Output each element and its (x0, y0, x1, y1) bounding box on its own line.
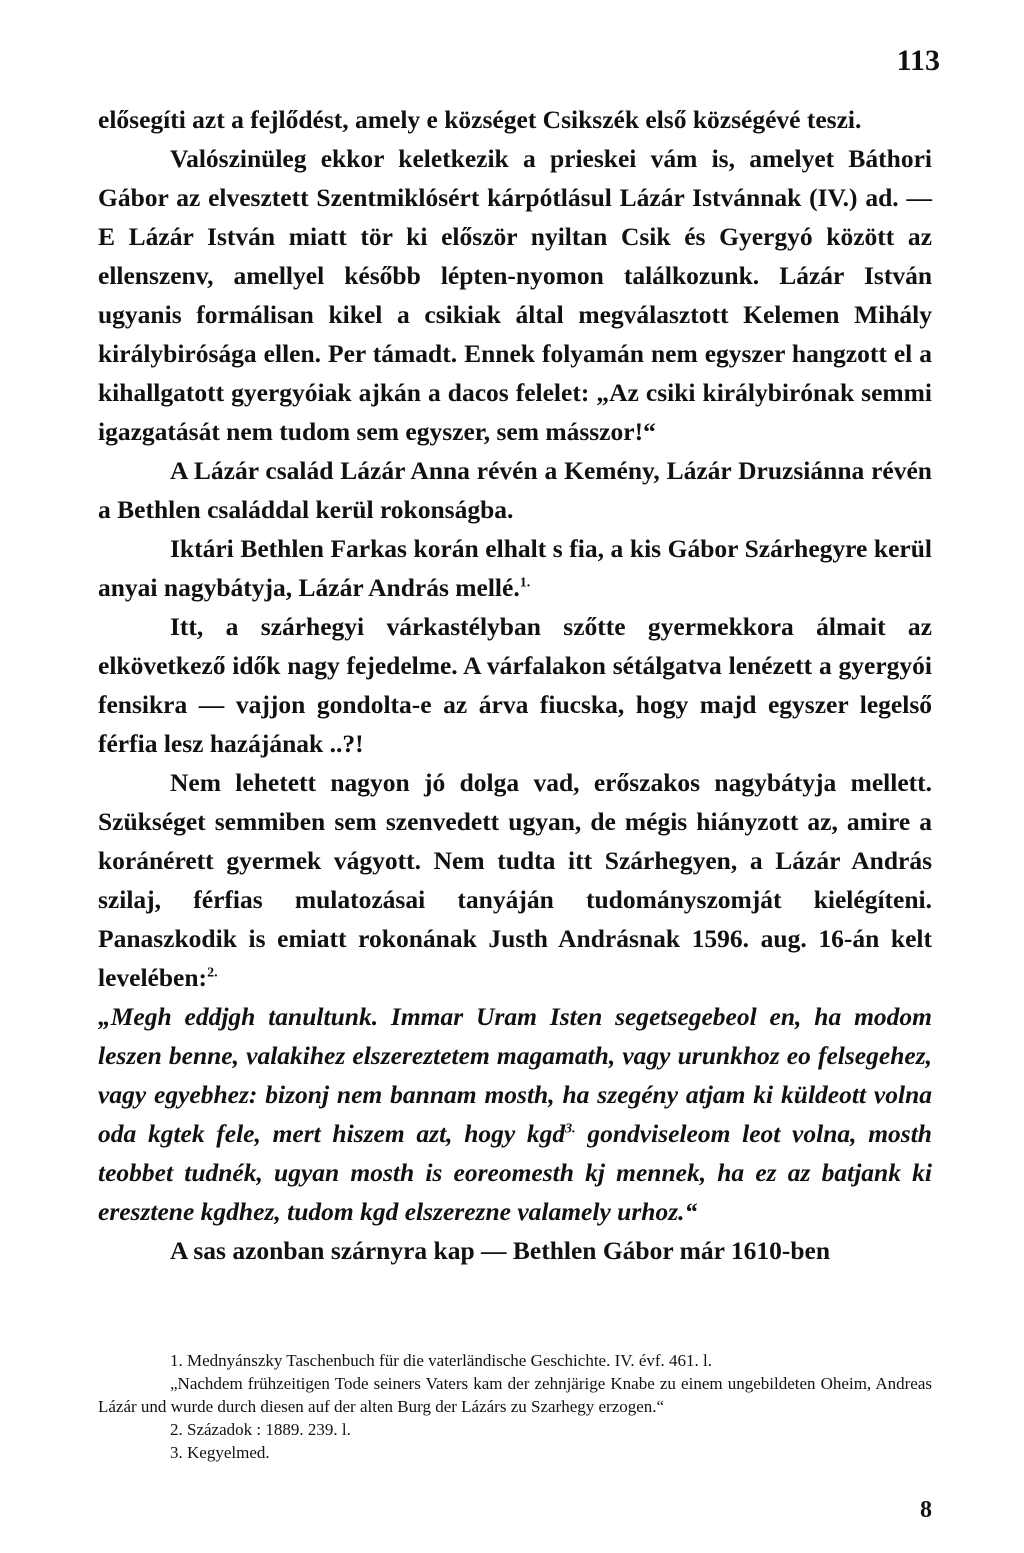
letter-quote-after: gondviseleom leot volna, mosth teobbet tudnék, ugyan mosth is eoreomesth kj mennek, ha ez az batjank ki eresztene kgdhez, tudom kgd elszerezne valamely urhoz.“ (98, 1119, 932, 1226)
paragraph-bethlen-farkas (98, 529, 932, 607)
letter-quote-before: „Megh eddjgh tanultunk. Immar Uram Isten segetsegebeol en, ha modom leszen benne, valakihez elszereztetem magamath, vagy urunkhoz eo felsegehez, vagy egyebhez: bizonj nem bannam mosth, ha szegény atjam ki küldeott volna oda kgtek fele, mert hiszem azt, hogy kgd (98, 1002, 932, 1148)
letter-quote (98, 997, 932, 1231)
footnote-divider (98, 1341, 932, 1342)
paragraph-continuation: elősegíti azt a fejlődést, amely e községet Csikszék első községévé teszi. (98, 105, 862, 134)
page-number: 113 (896, 44, 940, 77)
signature-mark: 8 (920, 1497, 932, 1523)
footnote-2: 2. Századok : 1889. 239. l. (170, 1420, 351, 1439)
paragraph-bethlen-farkas-text: Iktári Bethlen Farkas korán elhalt s fia, a kis Gábor Szárhegyre kerül anyai nagybátyja, Lázár András mellé. (98, 534, 932, 602)
footnote-ref-2: 2. (207, 965, 218, 981)
paragraph-lazar-csalad: A Lázár család Lázár Anna révén a Kemény, Lázár Druzsiánna révén a Bethlen családdal kerül rokonságba. (98, 456, 932, 524)
paragraph-nagybatyja-text: Nem lehetett nagyon jó dolga vad, erőszakos nagybátyja mellett. Szükséget semmiben sem szenvedett ugyan, de mégis hiányzott az, amire a koránérett gyermek vágyott. Nem tudta itt Szárhegyen, a Lázár András szilaj, férfias mulatozásai tanyáján tudományszomját kielégíteni. Panaszkodik is emiatt rokonának Justh Andrásnak 1596. aug. 16-án kelt levelében: (98, 768, 932, 992)
paragraph-szarhegyi-varkastely: Itt, a szárhegyi várkastélyban szőtte gyermekkora álmait az elkövetkező idők nagy fejedelme. A várfalakon sétálgatva lenézett a gyergyói fensikra — vajjon gondolta-e az árva fiucska, hogy majd egyszer legelső férfia lesz hazájának ..?! (98, 612, 932, 758)
footnote-ref-1: 1. (519, 575, 531, 591)
footnote-1: 1. Mednyánszky Taschenbuch für die vaterländische Geschichte. IV. évf. 461. l. (170, 1351, 713, 1370)
paragraph-sas-szarnyra-kap: A sas azonban szárnyra kap — Bethlen Gábor már 1610-ben (170, 1236, 830, 1265)
footnotes (98, 1349, 932, 1464)
paragraph-prieskei-vam: Valószinüleg ekkor keletkezik a prieskei vám is, amelyet Báthori Gábor az elvesztett Szentmiklósért kárpótlásul Lázár Istvánnak (IV.) ad. — E Lázár István miatt tör ki először nyiltan Csik és Gyergyó között az ellenszenv, amellyel később lépten-nyomon találkozunk. Lázár István ugyanis formálisan kikel a csikiak által megválasztott Kelemen Mihály királybirósága ellen. Per támadt. Ennek folyamán nem egyszer hangzott el a kihallgatott gyergyóiak ajkán a dacos felelet: „Az csiki királybirónak semmi igazgatását nem tudom sem egyszer, sem másszor!“ (98, 144, 932, 446)
paragraph-nagybatyja (98, 763, 932, 997)
footnote-ref-3: 3. (565, 1121, 576, 1137)
footnote-3: 3. Kegyelmed. (170, 1443, 270, 1462)
footnote-1-quote: „Nachdem frühzeitigen Tode seiners Vaters kam der zehnjärige Knabe zu einem ungebildeten Oheim, Andreas Lázár und wurde durch diesen auf der alten Burg der Lázárs zu Szarhegy erzogen.“ (98, 1374, 932, 1416)
main-text (98, 100, 932, 1270)
